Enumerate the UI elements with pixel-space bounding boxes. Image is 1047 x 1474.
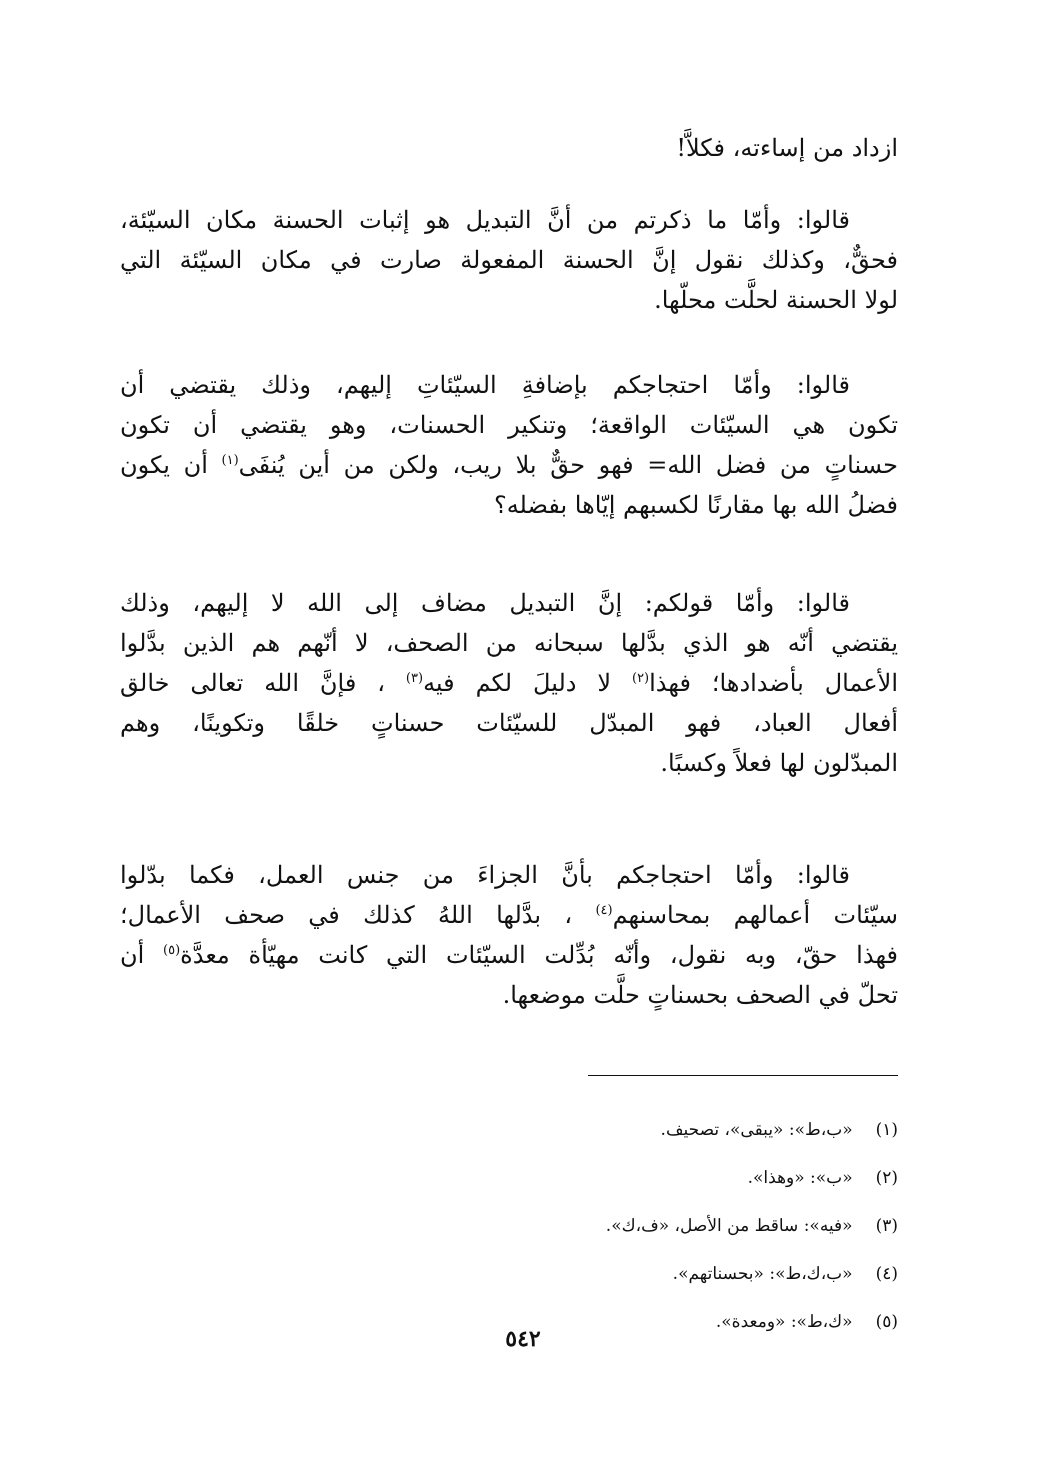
paragraph-line: [120, 663, 898, 703]
footnote-text: «ب،ط»: «يبقى»، تصحيف.: [660, 1120, 853, 1140]
footnote-text: «ب،ك،ط»: «بحسناتهم».: [672, 1264, 853, 1284]
paragraph-line: تحلّ في الصحف بحسناتٍ حلَّت موضعها.: [502, 981, 898, 1009]
line-text: الأعمال بأضدادها؛ فهذا: [649, 669, 898, 697]
opening-paragraph: [120, 128, 898, 168]
footnote-number: (٥): [875, 1312, 898, 1332]
paragraph-line: المبدّلون لها فعلاً وكسبًا.: [660, 749, 898, 777]
line-text: فهذا حقّ، وبه نقول، وأنّه بُدِّلت السيّئات التي كانت مهيّأة معدَّة: [180, 941, 898, 969]
footnote: [300, 1163, 898, 1194]
footnote-text: «ب»: «وهذا».: [747, 1168, 853, 1188]
footnote: [300, 1307, 898, 1338]
line-text: حسناتٍ من فضل الله= فهو حقٌّ بلا ريب، ولكن من أين يُنفَى: [238, 451, 898, 479]
line-text: أن: [120, 941, 145, 969]
footnote-number: (١): [875, 1120, 898, 1140]
paragraph-2: [120, 365, 898, 525]
line-text: أن يكون: [120, 451, 208, 479]
paragraph-line: قالوا: وأمّا احتجاجكم بأنَّ الجزاءَ من جنس العمل، فكما بدّلوا: [120, 861, 850, 889]
paragraph-line: [120, 935, 898, 975]
paragraph-line: تكون هي السيّئات الواقعة؛ وتنكير الحسنات، وهو يقتضي أن تكون: [120, 411, 898, 439]
footnote-marker: (٤): [595, 903, 613, 918]
paragraph-line: [120, 895, 898, 935]
line-text: ، فإنَّ الله تعالى خالق: [120, 669, 385, 697]
paragraph-line: يقتضي أنّه هو الذي بدَّلها سبحانه من الصحف، لا أنّهم هم الذين بدَّلوا: [120, 629, 898, 657]
page-number: ٥٤٢: [505, 1326, 541, 1352]
footnote: [300, 1259, 898, 1290]
footnote: [300, 1115, 898, 1146]
line-text: لا دليلَ لكم فيه: [423, 669, 612, 697]
paragraph-line: قالوا: وأمّا قولكم: إنَّ التبديل مضاف إلى الله لا إليهم، وذلك: [120, 589, 850, 617]
paragraph-3: [120, 583, 898, 783]
paragraph-line: فحقٌّ، وكذلك نقول إنَّ الحسنة المفعولة صارت في مكان السيّئة التي: [120, 246, 898, 274]
footnote-separator: [588, 1075, 898, 1076]
paragraph-line: قالوا: وأمّا احتجاجكم بإضافةِ السيّئاتِ إليهم، وذلك يقتضي أن: [120, 371, 850, 399]
paragraph-line: [120, 445, 898, 485]
paragraph-line: أفعال العباد، فهو المبدّل للسيّئات حسناتٍ خلقًا وتكوينًا، وهم: [120, 709, 898, 737]
line-text: سيّئات أعمالهم بمحاسنهم: [612, 901, 898, 929]
paragraph-4: [120, 855, 898, 1015]
footnote-marker: (٥): [163, 943, 181, 958]
paragraph-line: قالوا: وأمّا ما ذكرتم من أنَّ التبديل هو إثبات الحسنة مكان السيّئة،: [120, 206, 850, 234]
footnote-number: (٢): [875, 1168, 898, 1188]
opening-line: ازداد من إساءته، فكلاَّ!: [676, 134, 898, 162]
paragraph-1: [120, 200, 898, 320]
footnote-marker: (١): [221, 453, 239, 468]
footnote-text: «فيه»: ساقط من الأصل، «ف،ك».: [605, 1216, 853, 1236]
footnote-marker: (٣): [405, 671, 424, 686]
footnote-marker: (٢): [631, 671, 650, 686]
line-text: ، بدَّلها اللهُ كذلك في صحف الأعمال؛: [120, 901, 573, 929]
footnote: [300, 1211, 898, 1242]
footnote-number: (٣): [875, 1216, 898, 1236]
footnotes: [300, 1098, 898, 1355]
paragraph-line: فضلُ الله بها مقارنًا لكسبهم إيّاها بفضله؟: [493, 491, 898, 519]
footnote-number: (٤): [875, 1264, 898, 1284]
paragraph-line: لولا الحسنة لحلَّت محلّها.: [654, 286, 898, 314]
footnote-text: «ك،ط»: «ومعدة».: [715, 1312, 853, 1332]
